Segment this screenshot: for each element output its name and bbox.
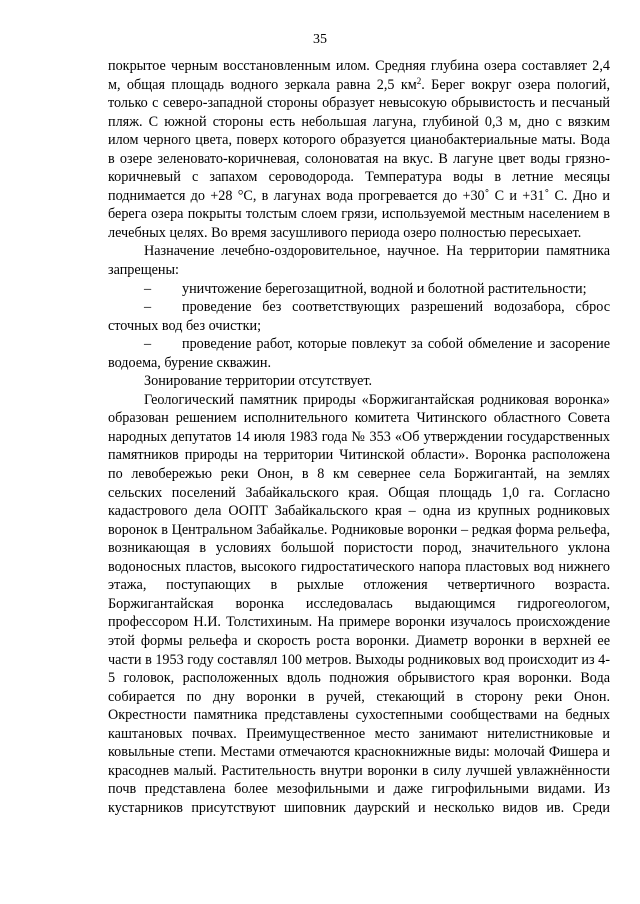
- document-body: [108, 57, 610, 817]
- paragraph-purpose: Назначение лечебно-оздоровительное, научное. На территории памятника запрещены:: [108, 243, 610, 279]
- list-item-prohibition: [108, 298, 610, 335]
- paragraph-geological-monument: Геологический памятник природы «Боржигантайская родниковая воронка» образован решением исполнительного комитета Читинского областного Совета народных депутатов 14 июля 1983 года № 353 «Об утверждении государственных памятников природы на территории Читинской области». Воронка расположена по левобережью реки Онон, в 8 км севернее села Боржигантай, на землях сельских поселений Забайкальского края. Общая площадь 1,0 га. Согласно кадастрового дела ООПТ Забайкальского края – одна из крупных родниковых воронок в Центральном Забайкалье. Родниковые воронки – редкая форма рельефа, возникающая в условиях большой пористости пород, значительного уклона водоносных пластов, высокого гидростатического напора пластовых вод нижнего этажа, поступающих в рыхлые отложения четвертичного возраста. Боржигантайская воронка исследовалась выдающимся гидрогеологом, профессором Н.И. Толстихиным. На примере воронки изучалось происхождение этой формы рельефа и скорость роста воронки. Диаметр воронки в верхней ее части в 1953 году составлял 100 метров. Выходы родниковых вод происходит из 4-5 головок, расположенных вдоль подножия обрывистого края воронки. Вода собирается по дну воронки в ручей, стекающий в сторону реки Онон. Окрестности памятника представлены сухостепными сообществами на бедных каштановых почвах. Преимущественное место занимают нителистниковые и ковыльные степи. Местами отмечаются краснокнижные виды: молочай Фишера и красоднев малый. Растительность внутри воронки в силу лучшей увлажнённости почв представлена более мезофильными и даже гигрофильными видами. Из кустарников присутствуют шиповник даурский и несколько видов ив. Среди: [108, 391, 610, 816]
- paragraph-zoning: Зонирование территории отсутствует.: [144, 373, 373, 390]
- superscript-area-unit: 2: [416, 75, 422, 86]
- paragraph-lake-description: [108, 57, 610, 242]
- list-item-prohibition: [108, 335, 610, 372]
- list-dash-marker: –: [144, 299, 152, 316]
- paragraph-text: . Берег вокруг озера пологий, только с северо-западной стороны образует невысокую обрывистость и песчаный пляж. С южной стороны есть небольшая лагуна, глубиной 0,3 м, дно с вязким илом черного цвета, поверх которого образуется цианобактериальные маты. Вода в озере зеленовато-коричневая, солоноватая на вкус. В лагуне цвет воды грязно-коричневый с запахом сероводорода. Температура воды в летние месяцы поднимается до +28 °С, в лагунах вода прогревается до +30˚ С и +31˚ С. Дно и берега озера покрыты толстым слоем грязи, используемой местным населением в лечебных целях. Во время засушливого периода озеро полностью пересыхает.: [108, 76, 610, 241]
- list-dash-marker: –: [144, 336, 152, 353]
- list-item-text: проведение работ, которые повлекут за собой обмеление и засорение водоема, бурение скважин.: [108, 336, 610, 371]
- list-dash-marker: –: [144, 280, 152, 297]
- paragraph-text: покрытое черным восстановленным илом. Средняя глубина озера составляет 2,4 м, общая площадь водного зеркала равна 2,5 км: [108, 58, 610, 93]
- page-number: 35: [313, 32, 327, 47]
- list-item-prohibition: [108, 280, 610, 299]
- list-item-text: уничтожение берегозащитной, водной и болотной растительности;: [182, 280, 587, 297]
- list-item-text: проведение без соответствующих разрешений водозабора, сброс сточных вод без очистки;: [108, 299, 610, 334]
